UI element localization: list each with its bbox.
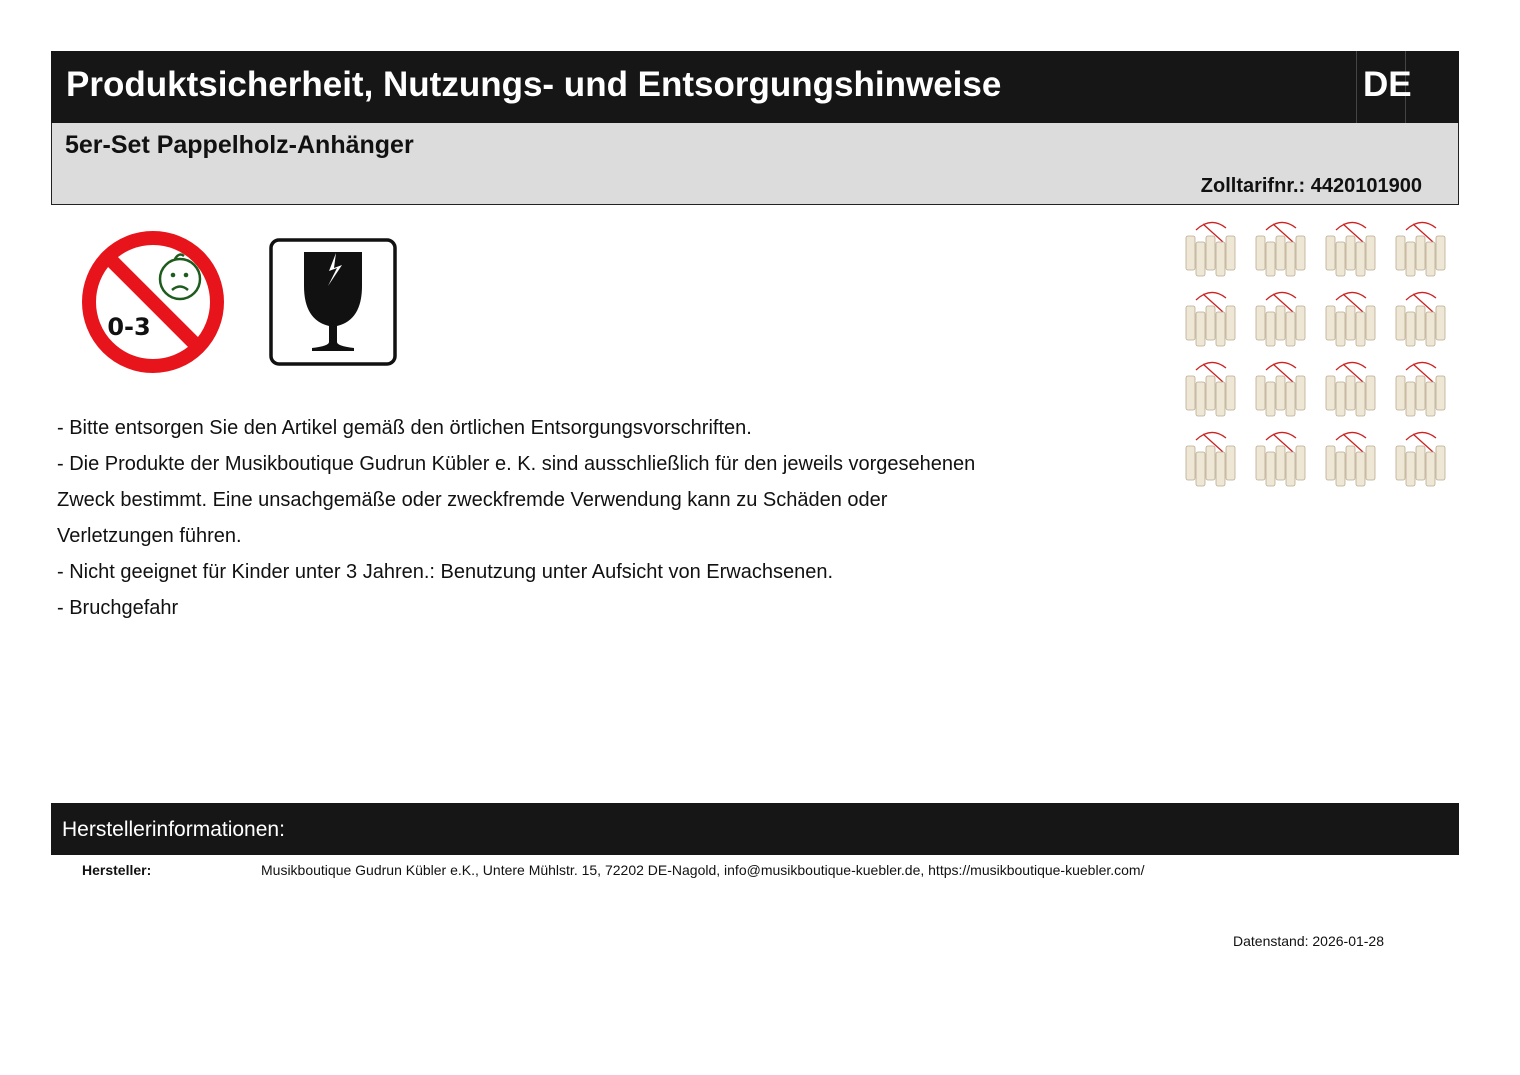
manufacturer-label: Hersteller: bbox=[82, 862, 152, 878]
product-bar bbox=[51, 123, 1459, 205]
date-stamp: Datenstand: 2026-01-28 bbox=[1233, 933, 1384, 949]
page-title: Produktsicherheit, Nutzungs- und Entsorgungshinweise bbox=[66, 65, 1002, 104]
manufacturer-section-title: Herstellerinformationen: bbox=[62, 818, 285, 841]
manufacturer-details: Musikboutique Gudrun Kübler e.K., Untere Mühlstr. 15, 72202 DE-Nagold, info@musikboutique-kuebler.de, https://musikboutique-kuebler.com/ bbox=[261, 862, 1145, 878]
product-name: 5er-Set Pappelholz-Anhänger bbox=[65, 131, 414, 159]
no-children-0-3-icon bbox=[80, 229, 226, 375]
manufacturer-bar bbox=[51, 803, 1459, 855]
hint-intended-use: - Die Produkte der Musikboutique Gudrun Kübler e. K. sind ausschließlich für den jeweils vorgesehenen Zweck bestimmt. Eine unsachgemäße oder zweckfremde Verwendung kann zu Schäden oder Verletzungen führen. bbox=[57, 453, 976, 547]
tariff-number: Zolltarifnr.: 4420101900 bbox=[1200, 175, 1422, 197]
header-bar bbox=[51, 51, 1459, 123]
language-box bbox=[1356, 51, 1412, 123]
product-photo bbox=[1178, 214, 1458, 496]
hint-age-restriction: - Nicht geeignet für Kinder unter 3 Jahren.: Benutzung unter Aufsicht von Erwachsenen. bbox=[57, 561, 834, 583]
fragile-glass-icon bbox=[269, 238, 397, 366]
language-code: DE bbox=[1363, 65, 1412, 104]
hint-list bbox=[57, 410, 1067, 626]
hint-breakage: - Bruchgefahr bbox=[57, 597, 179, 619]
hint-disposal: - Bitte entsorgen Sie den Artikel gemäß den örtlichen Entsorgungsvorschriften. bbox=[57, 417, 752, 439]
age-range-text: 0-3 bbox=[107, 313, 151, 341]
